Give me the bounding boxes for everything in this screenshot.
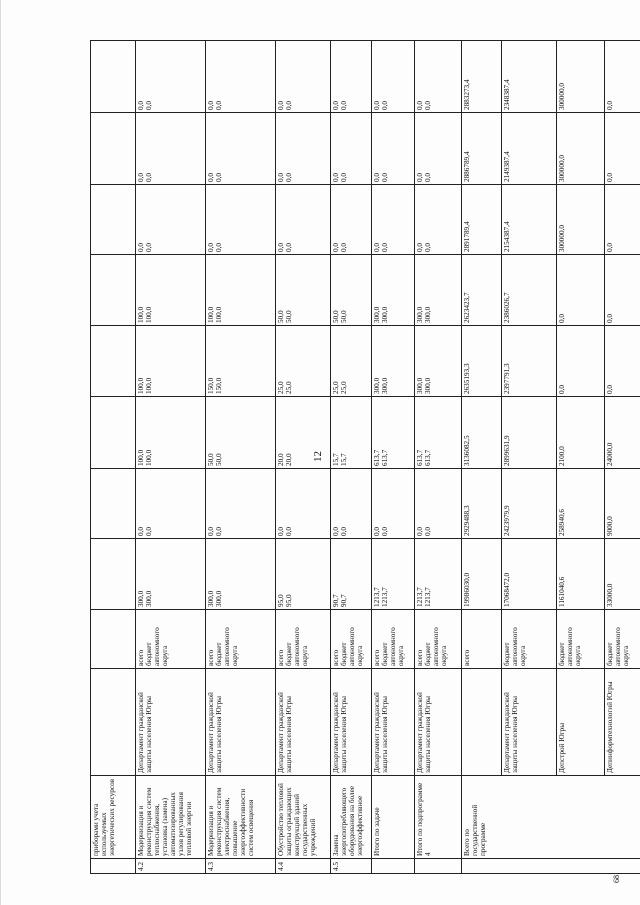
value: 258940,6 [558,509,566,536]
value: 25,0 [285,381,294,394]
value: 0,0 [277,243,285,252]
value-cell [331,41,372,113]
table-row [372,41,415,874]
value: 300000,0 [558,83,566,110]
value: 0,0 [207,243,215,252]
value-cell [206,113,276,185]
value-cell [331,326,372,397]
value: 0,0 [340,101,349,110]
value: 0,0 [424,101,433,110]
value: 150,0 [215,377,224,394]
value: 300,0 [416,377,424,394]
value-cell [372,326,415,397]
value-cell [372,469,415,539]
value: 100,0 [145,306,154,323]
funding-source [462,610,502,669]
table-row [557,41,605,874]
source-label: всего [277,649,285,666]
value-cell [91,397,136,469]
value-cell [331,113,372,185]
value: 0,0 [606,385,614,394]
source-label: всего [416,649,424,666]
executor [462,669,502,776]
executor: Департамент гражданской защиты населения Югры [331,669,372,776]
value: 25,0 [277,381,285,394]
value-cell [372,113,415,185]
value: 15,7 [332,453,340,466]
value-cell [276,41,331,113]
measure-name: Итого по задаче [372,776,415,859]
value: 50,0 [285,310,294,323]
value-cell [136,185,206,255]
value-cell [605,469,640,539]
executor: Департамент гражданской защиты населения Югры [206,669,276,776]
value: 0,0 [215,173,224,182]
value: 2397791,3 [503,363,511,394]
value-cell [605,41,640,113]
value: 0,0 [277,173,285,182]
value: 0,0 [332,243,340,252]
value-cell [462,113,502,185]
value: 0,0 [416,173,424,182]
value: 0,0 [381,101,390,110]
value-cell [462,397,502,469]
value: 150,0 [207,377,215,394]
table-row [502,41,557,874]
value: 1213,7 [416,587,424,607]
value-cell [136,41,206,113]
value: 100,0 [137,377,145,394]
table-row [136,41,206,874]
value: 0,0 [606,173,614,182]
value-cell [372,185,415,255]
value-cell [91,326,136,397]
value: 95,0 [285,594,294,607]
measure-name: Модернизация и реконструкция систем теплоснабжения, установка (замена) автоматизированных узлов регулирования тепловой энергии [136,776,206,859]
value-cell [276,539,331,610]
value: 0,0 [416,243,424,252]
value-cell [331,185,372,255]
value: 300,0 [381,377,390,394]
value-cell [462,255,502,326]
value: 95,0 [277,594,285,607]
value-cell [276,113,331,185]
value: 300,0 [215,590,224,607]
value: 300,0 [424,377,433,394]
value-cell [91,41,136,113]
value: 100,0 [145,377,154,394]
value: 0,0 [606,101,614,110]
value: 2423979,9 [503,505,511,536]
value: 0,0 [373,527,381,536]
value-cell [557,539,605,610]
value-cell [415,397,462,469]
value-cell [136,326,206,397]
table-row [415,41,462,874]
value: 100,0 [207,306,215,323]
value-cell [206,469,276,539]
value-cell [331,397,372,469]
source-label: бюджет автономного округа [285,627,310,666]
value: 2348387,4 [503,79,511,110]
value: 300,0 [424,306,433,323]
value: 2149387,4 [503,151,511,182]
value: 0,0 [606,243,614,252]
source-label: бюджет автономного округа [606,627,631,666]
value: 0,0 [137,243,145,252]
value: 100,0 [137,449,145,466]
value: 300,0 [381,306,390,323]
value-cell [91,539,136,610]
row-number [415,859,462,874]
table-row [206,41,276,874]
value-cell [557,113,605,185]
value: 25,0 [332,381,340,394]
source-label: бюджет автономного округа [558,627,583,666]
value-cell [557,185,605,255]
table-row [462,41,502,874]
value: 0,0 [145,101,154,110]
funding-source [206,610,276,669]
source-label: бюджет автономного округа [215,627,240,666]
measure-name: Обустройство тепловой защиты ограждающих конструкций зданий государственных учреждений [276,776,331,859]
source-label: всего [137,649,145,666]
value-cell [372,255,415,326]
value: 33000,0 [606,583,614,607]
value-cell [331,255,372,326]
value-cell [557,397,605,469]
value: 2623423,7 [463,292,471,323]
value: 300,0 [416,306,424,323]
value-cell [462,185,502,255]
value: 0,0 [340,243,349,252]
value-cell [605,539,640,610]
value: 0,0 [340,527,349,536]
value: 2386026,7 [503,292,511,323]
value: 0,0 [137,101,145,110]
funding-source [557,610,605,669]
value-cell [276,469,331,539]
value-cell [206,397,276,469]
value: 0,0 [277,101,285,110]
value-cell [372,397,415,469]
page-number: 12 [312,451,324,462]
value-cell [276,397,331,469]
value-cell [605,255,640,326]
value-cell [502,469,557,539]
source-label: всего [463,649,471,666]
value: 0,0 [215,527,224,536]
value: 2899631,9 [503,435,511,466]
value-cell [206,185,276,255]
value: 0,0 [373,173,381,182]
value: 0,0 [285,101,294,110]
value: 15,7 [340,453,349,466]
row-number: 4.2 [136,859,206,874]
value-cell [502,185,557,255]
value: 0,0 [207,101,215,110]
funding-source [136,610,206,669]
value: 0,0 [332,527,340,536]
source-label: всего [207,649,215,666]
value-cell [136,539,206,610]
value: 0,0 [558,385,566,394]
executor: Департамент гражданской защиты населения Югры [372,669,415,776]
value-cell [136,113,206,185]
value-cell [605,326,640,397]
row-number [462,859,640,874]
value-cell [502,326,557,397]
value-cell [462,326,502,397]
value: 1213,7 [381,587,390,607]
source-label: бюджет автономного округа [340,627,365,666]
value-cell [415,469,462,539]
value: 0,0 [332,101,340,110]
value-cell [502,397,557,469]
value-cell [502,539,557,610]
value: 2100,0 [558,446,566,466]
value: 613,7 [416,449,424,466]
source-label: бюджет автономного округа [145,627,170,666]
value: 19986030,0 [463,572,471,607]
value-cell [415,185,462,255]
measure-name: Модернизация и реконструкция систем электроснабжения, повышение энергоэффективности систем освещения [206,776,276,859]
value-cell [557,469,605,539]
value: 0,0 [424,243,433,252]
value: 0,0 [145,243,154,252]
value: 0,0 [215,101,224,110]
value: 300,0 [373,306,381,323]
value: 17068472,0 [503,572,511,607]
value-cell [276,255,331,326]
value: 1213,7 [373,587,381,607]
value: 0,0 [137,527,145,536]
value: 2929488,3 [463,505,471,536]
value: 0,0 [416,527,424,536]
value: 0,0 [381,527,390,536]
value-cell [502,41,557,113]
source-label: всего [373,649,381,666]
value-cell [415,326,462,397]
measure-name: Всего по государственной программе [462,776,640,859]
funding-source [415,610,462,669]
value-cell [372,539,415,610]
row-number [91,859,136,874]
value-cell [91,113,136,185]
value: 100,0 [137,306,145,323]
value: 100,0 [215,306,224,323]
value-cell [206,539,276,610]
value-cell [605,397,640,469]
source-label: всего [332,649,340,666]
value: 0,0 [285,243,294,252]
value: 0,0 [285,173,294,182]
budget-table [90,40,640,874]
value: 300,0 [207,590,215,607]
value: 2154387,4 [503,221,511,252]
value: 0,0 [340,173,349,182]
value: 0,0 [424,173,433,182]
value: 0,0 [137,173,145,182]
value: 300,0 [373,377,381,394]
value-cell [502,255,557,326]
value: 1161040,6 [558,576,566,607]
executor: Департамент гражданской защиты населения Югры [276,669,331,776]
measure-name: Замена энергопотребляющего оборудования на более энергоэффективное [331,776,372,859]
value: 0,0 [606,314,614,323]
value: 20,0 [277,453,285,466]
value: 90,7 [340,594,349,607]
value: 9000,0 [606,516,614,536]
source-label: бюджет автономного округа [424,627,449,666]
value: 300000,0 [558,225,566,252]
value: 0,0 [558,314,566,323]
value-cell [462,469,502,539]
value-cell [415,539,462,610]
value-cell [276,185,331,255]
value: 0,0 [381,243,390,252]
value: 100,0 [145,449,154,466]
value: 25,0 [340,381,349,394]
value-cell [557,255,605,326]
value: 0,0 [373,243,381,252]
value: 24000,0 [606,442,614,466]
value: 0,0 [207,527,215,536]
value: 3136082,5 [463,435,471,466]
row-number: 4.4 [276,859,331,874]
value-cell [502,113,557,185]
measure-name: приборами учета используемых энергетических ресурсов [91,776,136,859]
funding-source [372,610,415,669]
row-number: 4.5 [331,859,372,874]
value-cell [557,326,605,397]
value-cell [372,41,415,113]
executor: Департамент гражданской защиты населения Югры [136,669,206,776]
value: 1213,7 [424,587,433,607]
value: 2886789,4 [463,151,471,182]
value-cell [331,469,372,539]
source-label: бюджет автономного округа [503,627,528,666]
value-cell [331,539,372,610]
value-cell [415,255,462,326]
value: 90,7 [332,594,340,607]
value-cell [91,255,136,326]
executor: Департамент гражданской защиты населения Югры [415,669,462,776]
value-cell [206,41,276,113]
value: 613,7 [424,449,433,466]
value: 613,7 [373,449,381,466]
funding-source [502,610,557,669]
value-cell [206,255,276,326]
funding-source [91,610,136,669]
table-row [91,41,136,874]
table-row [331,41,372,874]
value: 2891789,4 [463,221,471,252]
executor: Департамент гражданской защиты населения Югры [502,669,557,776]
funding-source [276,610,331,669]
value-cell [415,113,462,185]
table-row [605,41,640,874]
value-cell [462,539,502,610]
value: 0,0 [285,527,294,536]
value-cell [415,41,462,113]
executor: Депстрой Югры [557,669,605,776]
row-number [372,859,415,874]
value: 0,0 [332,173,340,182]
value: 50,0 [340,310,349,323]
executor [91,669,136,776]
funding-source [605,610,640,669]
value-cell [91,469,136,539]
value: 50,0 [215,453,224,466]
value: 0,0 [416,101,424,110]
value: 0,0 [145,173,154,182]
value-cell [136,469,206,539]
value-cell [276,326,331,397]
row-number: 4.3 [206,859,276,874]
scan-edge [0,0,1,905]
footer-mark: 68 [612,875,621,883]
value-cell [206,326,276,397]
value: 2635193,3 [463,363,471,394]
value-cell [605,113,640,185]
value: 20,0 [285,453,294,466]
value: 300000,0 [558,155,566,182]
value: 0,0 [215,243,224,252]
value: 0,0 [145,527,154,536]
value: 300,0 [137,590,145,607]
value: 0,0 [207,173,215,182]
executor: Депинформтехнологий Югры [605,669,640,776]
value: 50,0 [207,453,215,466]
value-cell [136,255,206,326]
value: 2883273,4 [463,79,471,110]
value: 50,0 [277,310,285,323]
value-cell [91,185,136,255]
value: 300,0 [145,590,154,607]
measure-name: Итого по подпрограмме 4 [415,776,462,859]
table-body [91,41,640,874]
value: 0,0 [424,527,433,536]
value: 613,7 [381,449,390,466]
value-cell [557,41,605,113]
value-cell [136,397,206,469]
value-cell [605,185,640,255]
table-row [276,41,331,874]
value: 0,0 [381,173,390,182]
value: 0,0 [277,527,285,536]
value: 0,0 [373,101,381,110]
value-cell [462,41,502,113]
value: 50,0 [332,310,340,323]
funding-source [331,610,372,669]
source-label: бюджет автономного округа [381,627,406,666]
